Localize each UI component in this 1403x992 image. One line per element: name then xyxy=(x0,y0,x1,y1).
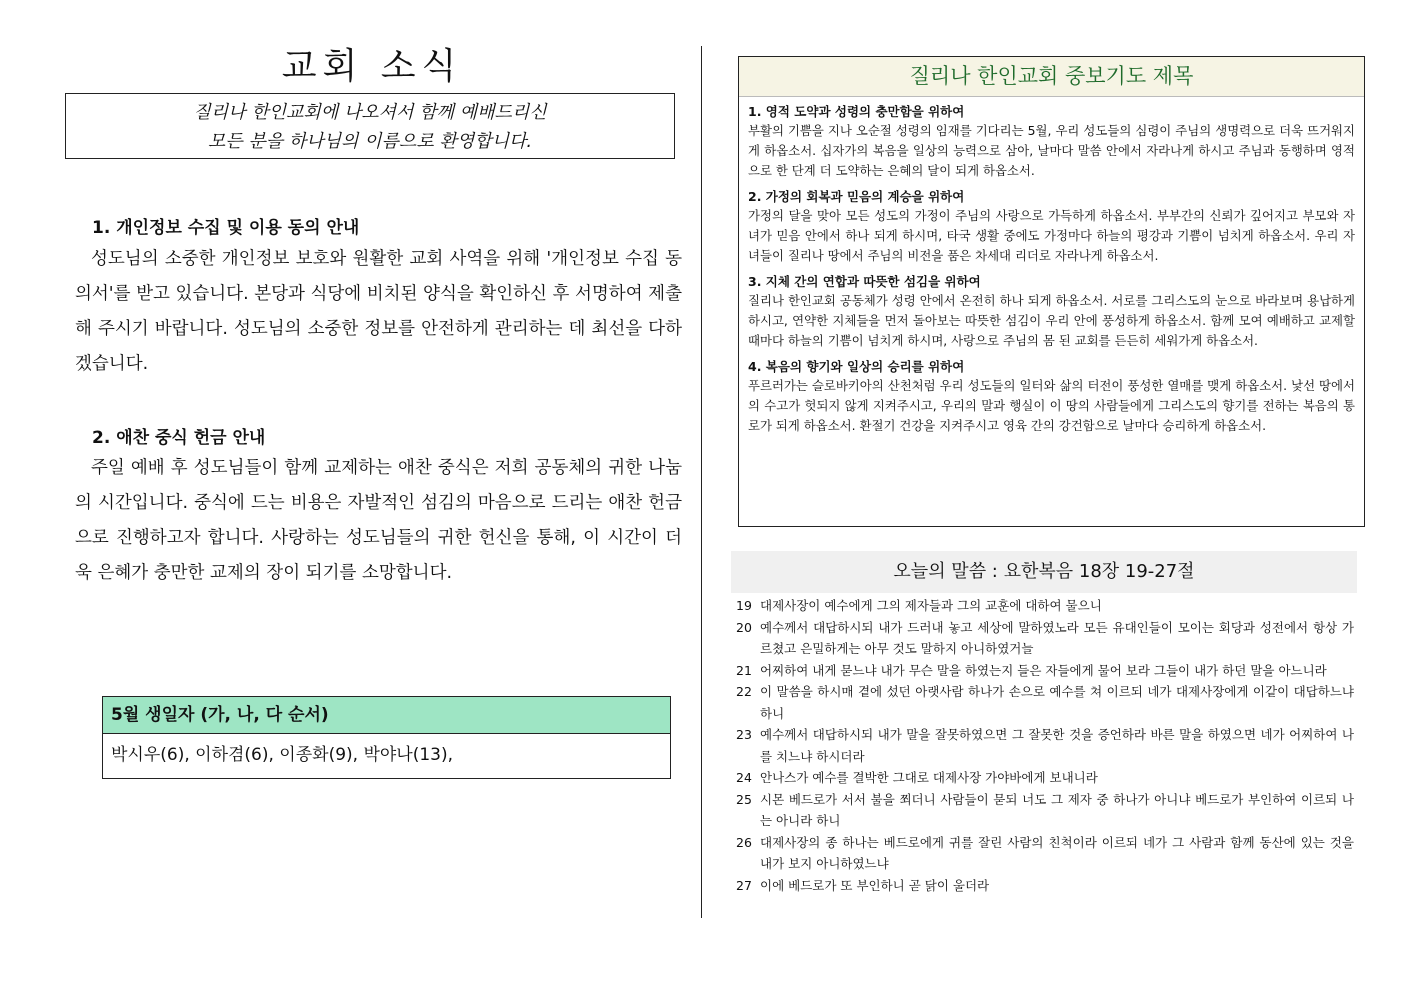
verse-text: 시몬 베드로가 서서 불을 쬐더니 사람들이 묻되 너도 그 제자 중 하나가 아니냐 베드로가 부인하여 이르되 나는 아니라 하니 xyxy=(760,791,1354,828)
section-1-heading: 1. 개인정보 수집 및 이용 동의 안내 xyxy=(92,218,360,238)
verse-item xyxy=(736,875,1354,897)
prayer-item xyxy=(748,187,1355,266)
verse-text: 이 말씀을 하시매 곁에 섰던 아랫사람 하나가 손으로 예수를 쳐 이르되 네가 대제사장에게 이같이 대답하느냐 하니 xyxy=(760,684,1354,721)
birthday-box xyxy=(102,696,671,779)
section-2-heading: 2. 애찬 중식 헌금 안내 xyxy=(92,428,266,448)
verse-number: 22 xyxy=(736,684,752,699)
welcome-box xyxy=(65,93,675,159)
verse-item xyxy=(736,724,1354,767)
verse-text: 대제사장의 종 하나는 베드로에게 귀를 잘린 사람의 친척이라 이르되 네가 그 사람과 함께 동산에 있는 것을 내가 보지 아니하였느냐 xyxy=(760,834,1354,871)
scripture-heading: 오늘의 말씀 : 요한복음 18장 19-27절 xyxy=(731,551,1357,593)
verse-item xyxy=(736,617,1354,660)
section-1-body: 성도님의 소중한 개인정보 보호와 원활한 교회 사역을 위해 '개인정보 수집 동의서'를 받고 있습니다. 본당과 식당에 비치된 양식을 확인하신 후 서명하여 제출해 주시기 바랍니다. 성도님의 소중한 정보를 안전하게 관리하는 데 최선을 다하겠습니다. xyxy=(75,249,682,374)
verse-item xyxy=(736,832,1354,875)
prayer-item xyxy=(748,357,1355,436)
verse-text: 예수께서 대답하시되 내가 드러내 놓고 세상에 말하였노라 모든 유대인들이 모이는 회당과 성전에서 항상 가르쳤고 은밀하게는 아무 것도 말하지 아니하였거늘 xyxy=(760,619,1354,656)
verse-text: 안나스가 예수를 결박한 그대로 대제사장 가야바에게 보내니라 xyxy=(760,770,1098,785)
verse-item xyxy=(736,595,1354,617)
verse-text: 어찌하여 내게 묻느냐 내가 무슨 말을 하였는지 들은 자들에게 물어 보라 그들이 내가 하던 말을 아느니라 xyxy=(760,662,1327,678)
verse-number: 27 xyxy=(736,877,752,893)
verse-text: 이에 베드로가 또 부인하니 곧 닭이 울더라 xyxy=(760,877,990,893)
verse-item xyxy=(736,767,1354,789)
prayer-list xyxy=(739,97,1364,436)
prayer-item-text: 가정의 달을 맞아 모든 성도의 가정이 주님의 사랑으로 가득하게 하옵소서. 부부간의 신뢰가 깊어지고 부모와 자녀가 믿음 안에서 하나 되게 하시며, 타국 생활 중에도 가정마다 하늘의 평강과 기쁨이 넘치게 하옵소서. 우리 자녀들이 질리나 땅에서 주님의 비전을 품은 차세대 리더로 자라나게 하옵소서. xyxy=(748,208,1355,263)
verse-number: 19 xyxy=(736,598,752,613)
verse-number: 23 xyxy=(736,727,752,742)
verse-item xyxy=(736,789,1354,832)
verse-number: 24 xyxy=(736,770,752,785)
verse-item xyxy=(736,660,1354,682)
birthday-names: 박시우(6), 이하겸(6), 이종화(9), 박야나(13), xyxy=(111,745,454,765)
verse-text: 예수께서 대답하시되 내가 말을 잘못하였으면 그 잘못한 것을 증언하라 바른 말을 하였으면 네가 어찌하여 나를 치느냐 하시더라 xyxy=(760,727,1354,764)
welcome-line-2: 모든 분을 하나님의 이름으로 환영합니다. xyxy=(207,131,533,152)
scripture-list xyxy=(736,595,1354,896)
prayer-heading: 질리나 한인교회 중보기도 제목 xyxy=(739,57,1364,97)
prayer-box xyxy=(738,56,1365,527)
welcome-line-1: 질리나 한인교회에 나오셔서 함께 예배드리신 xyxy=(193,102,547,123)
verse-number: 20 xyxy=(736,619,752,635)
prayer-item-text: 질리나 한인교회 공동체가 성령 안에서 온전히 하나 되게 하옵소서. 서로를 그리스도의 눈으로 바라보며 용납하게 하시고, 연약한 지체들을 먼저 돌아보는 따뜻한 섬김이 우리 안에 풍성하게 하옵소서. 함께 모여 예배하고 교제할 때마다 하늘의 기쁨이 넘치게 하시며, 사랑으로 주님의 몸 된 교회를 든든히 세워가게 하옵소서. xyxy=(748,293,1355,348)
verse-number: 25 xyxy=(736,791,752,807)
verse-number: 26 xyxy=(736,834,752,850)
prayer-item-title: 2. 가정의 회복과 믿음의 계승을 위하여 xyxy=(748,189,965,204)
column-divider xyxy=(701,46,702,918)
prayer-item-text: 푸르러가는 슬로바키아의 산천처럼 우리 성도들의 일터와 삶의 터전이 풍성한 열매를 맺게 하옵소서. 낯선 땅에서의 수고가 헛되지 않게 지켜주시고, 우리의 말과 행실이 이 땅의 사람들에게 그리스도의 향기를 전하는 복음의 통로가 되게 하옵소서. 환절기 건강을 지켜주시고 영육 간의 강건함으로 날마다 승리하게 하옵소서. xyxy=(748,378,1355,433)
prayer-item xyxy=(748,272,1355,351)
prayer-item-title: 1. 영적 도약과 성령의 충만함을 위하여 xyxy=(748,104,965,119)
birthday-heading: 5월 생일자 (가, 나, 다 순서) xyxy=(103,697,670,734)
prayer-item-title: 3. 지체 간의 연합과 따뜻한 섬김을 위하여 xyxy=(748,274,981,289)
prayer-item xyxy=(748,102,1355,181)
prayer-item-text: 부활의 기쁨을 지나 오순절 성령의 임재를 기다리는 5월, 우리 성도들의 심령이 주님의 생명력으로 더욱 뜨거워지게 하옵소서. 십자가의 복음을 일상의 능력으로 삼아, 날마다 말씀 안에서 자라나게 하시고 주님과 동행하며 영적으로 한 단계 더 도약하는 은혜의 달이 되게 하옵소서. xyxy=(748,123,1355,178)
verse-text: 대제사장이 예수에게 그의 제자들과 그의 교훈에 대하여 물으니 xyxy=(760,598,1102,613)
section-2-body: 주일 예배 후 성도님들이 함께 교제하는 애찬 중식은 저희 공동체의 귀한 나눔의 시간입니다. 중식에 드는 비용은 자발적인 섬김의 마음으로 드리는 애찬 헌금으로 진행하고자 합니다. 사랑하는 성도님들의 귀한 헌신을 통해, 이 시간이 더욱 은혜가 충만한 교제의 장이 되기를 소망합니다. xyxy=(75,458,682,583)
verse-number: 21 xyxy=(736,662,752,678)
verse-item xyxy=(736,681,1354,724)
prayer-item-title: 4. 복음의 향기와 일상의 승리를 위하여 xyxy=(748,359,965,374)
page-title: 교회 소식 xyxy=(281,46,463,87)
